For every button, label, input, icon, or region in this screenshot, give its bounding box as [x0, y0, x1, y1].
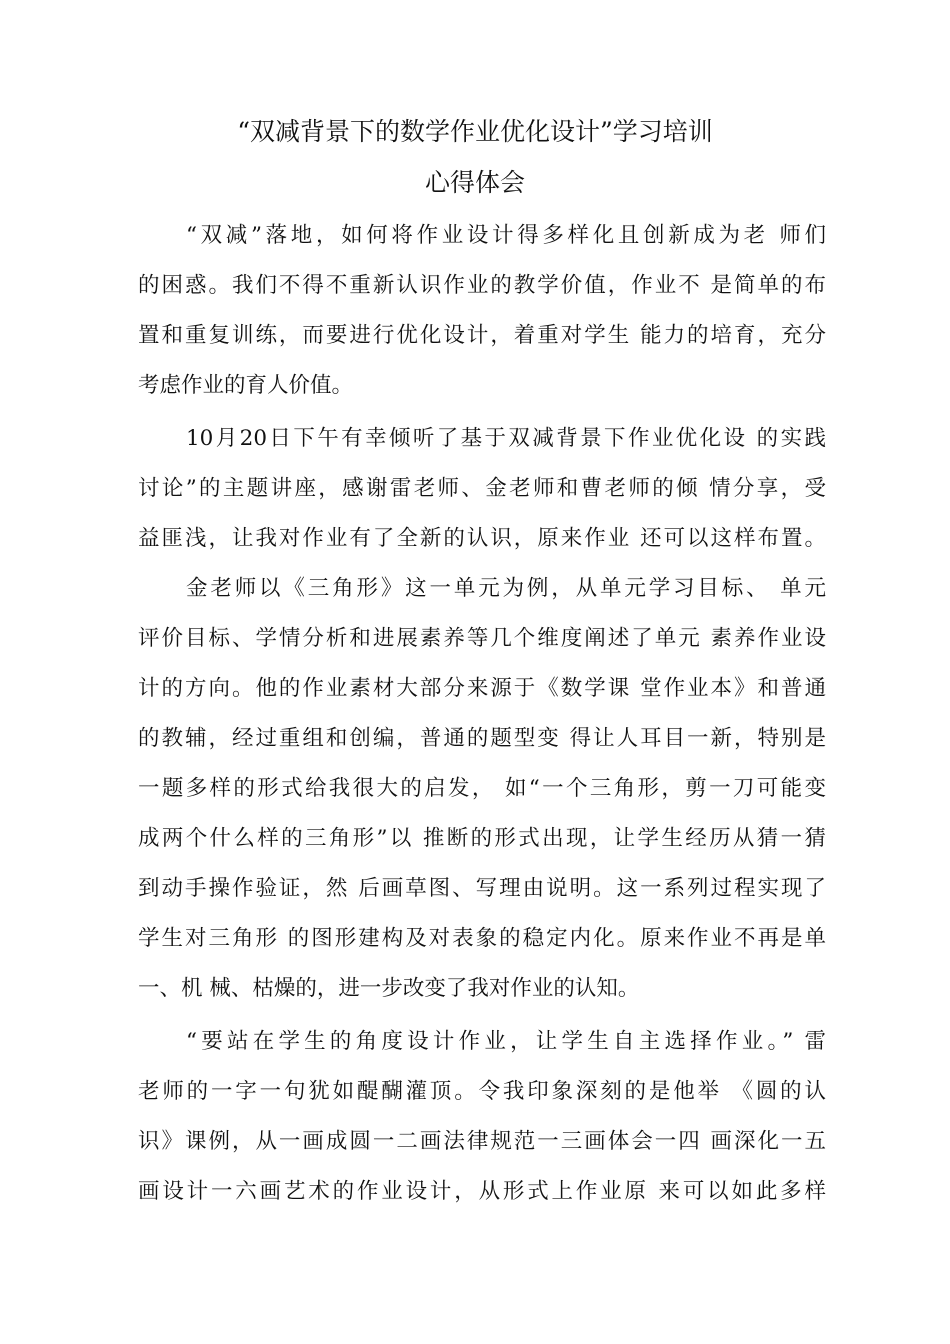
paragraph-4-line-4: 画设计一六画艺术的作业设计，从形式上作业原 来可以如此多样	[138, 1179, 826, 1204]
document-title-line-1: “双减背景下的数学作业优化设计”学习培训	[237, 117, 713, 146]
paragraph-3-line-3: 计的方向。他的作业素材大部分来源于《数学课 堂作业本》和普通	[138, 676, 826, 701]
paragraph-3-line-9: 一、机 械、枯燥的，进一步改变了我对作业的认知。	[138, 976, 640, 1001]
paragraph-2-line-3: 益匪浅，让我对作业有了全新的认识，原来作业 还可以这样布置。	[138, 526, 826, 551]
paragraph-3-line-5: 一题多样的形式给我很大的启发， 如“一个三角形，剪一刀可能变	[138, 776, 826, 801]
paragraph-4-line-2: 老师的一字一句犹如醍醐灌顶。令我印象深刻的是他举 《圆的认	[138, 1079, 826, 1104]
document-title-line-2: 心得体会	[424, 168, 525, 197]
paragraph-1-line-4: 考虑作业的育人价值。	[138, 373, 354, 398]
paragraph-1-line-2: 的困惑。我们不得不重新认识作业的教学价值，作业不 是简单的布	[138, 273, 826, 298]
paragraph-4-line-1: “要站在学生的角度设计作业，让学生自主选择作业。” 雷	[186, 1029, 826, 1054]
paragraph-3-line-4: 的教辅，经过重组和创编，普通的题型变 得让人耳目一新，特别是	[138, 726, 826, 751]
paragraph-1-line-1: “双减”落地，如何将作业设计得多样化且创新成为老 师们	[186, 223, 826, 248]
paragraph-2-line-2: 讨论”的主题讲座，感谢雷老师、金老师和曹老师的倾 情分享，受	[138, 476, 826, 501]
paragraph-3-line-8: 学生对三角形 的图形建构及对表象的稳定内化。原来作业不再是单	[138, 926, 826, 951]
paragraph-4-line-3: 识》课例，从一画成圆一二画法律规范一三画体会一四 画深化一五	[138, 1129, 826, 1154]
paragraph-3-line-1: 金老师以《三角形》这一单元为例，从单元学习目标、 单元	[186, 576, 826, 601]
paragraph-1-line-3: 置和重复训练，而要进行优化设计，着重对学生 能力的培育，充分	[138, 323, 826, 348]
paragraph-2-line-1: 10月20日下午有幸倾听了基于双减背景下作业优化设 的实践	[186, 426, 826, 451]
paragraph-3-line-2: 评价目标、学情分析和进展素养等几个维度阐述了单元 素养作业设	[138, 626, 826, 651]
paragraph-3-line-6: 成两个什么样的三角形”以 推断的形式出现，让学生经历从猜一猜	[138, 826, 826, 851]
paragraph-3-line-7: 到动手操作验证，然 后画草图、写理由说明。这一系列过程实现了	[138, 876, 826, 901]
